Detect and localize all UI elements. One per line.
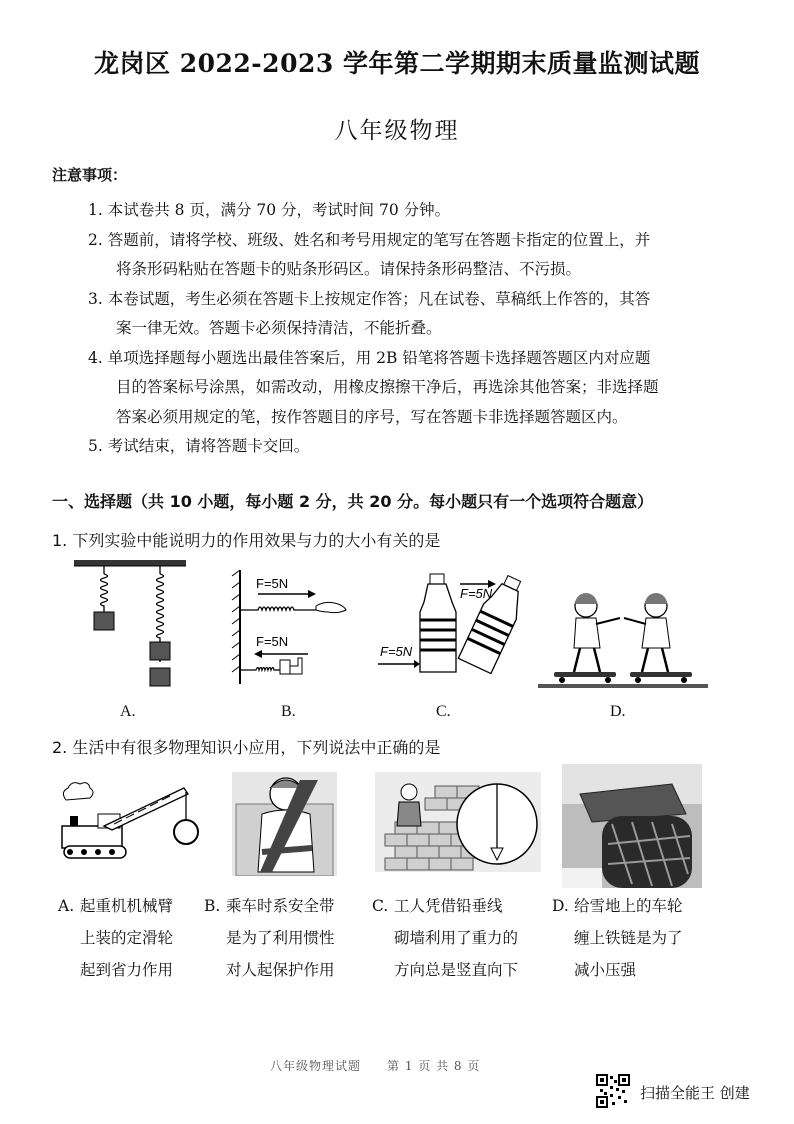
notice-item-4-cont2: 答案必须用规定的笔，按作答题目的序号，写在答题卡非选择题答题区内。 xyxy=(116,407,628,426)
crane-figure xyxy=(56,780,206,870)
notice-item-2: 2. 答题前，请将学校、班级、姓名和考号用规定的笔写在答题卡指定的位置上，并 xyxy=(88,230,651,249)
question-1-stem: 1. 下列实验中能说明力的作用效果与力的大小有关的是 xyxy=(52,531,441,550)
plumb-line-figure xyxy=(375,772,541,872)
notice-item-3: 3. 本卷试题，考生必须在答题卡上按规定作答；凡在试卷、草稿纸上作答的，其答 xyxy=(88,289,651,308)
force-label-c-bottom: F=5N xyxy=(380,644,413,659)
q2-option-b: B. 乘车时系安全带 是为了利用惯性 对人起保护作用 xyxy=(204,897,335,979)
notice-item-4: 4. 单项选择题每小题选出最佳答案后，用 2B 铅笔将答题卡选择题答题区内对应题 xyxy=(88,348,651,367)
seatbelt-figure xyxy=(232,772,337,876)
notice-item-2-cont: 将条形码粘贴在答题卡的贴条形码区。请保持条形码整洁、不污损。 xyxy=(116,260,582,278)
exam-subtitle: 八年级物理 xyxy=(334,118,460,144)
springs-weights-figure xyxy=(72,558,192,693)
section-title: 一、选择题（共 10 小题，每小题 2 分，共 20 分。每小题只有一个选项符合题意） xyxy=(52,492,654,511)
q1-option-d: D. xyxy=(610,703,626,720)
q1-option-a: A. xyxy=(120,703,136,720)
page-footer: 八年级物理试题 第 1 页 共 8 页 xyxy=(270,1059,481,1073)
force-label-b-bottom: F=5N xyxy=(256,634,289,649)
force-label-b-top: F=5N xyxy=(256,576,289,591)
q2-option-d: D. 给雪地上的车轮 缠上铁链是为了 减小压强 xyxy=(552,897,683,979)
q2-option-c: C. 工人凭借铅垂线 砌墙利用了重力的 方向总是竖直向下 xyxy=(372,897,519,979)
notice-heading: 注意事项： xyxy=(52,166,128,184)
notice-item-4-cont1: 目的答案标号涂黑，如需改动，用橡皮擦擦干净后，再选涂其他答案；非选择题 xyxy=(116,378,659,396)
scanner-watermark: 扫描全能王 创建 xyxy=(640,1084,750,1102)
tire-chain-figure xyxy=(562,764,702,888)
skateboarders-figure xyxy=(538,592,708,692)
q1-option-b: B. xyxy=(281,703,296,720)
notice-item-3-cont: 案一律无效。答题卡必须保持清洁，不能折叠。 xyxy=(116,319,442,337)
q2-option-a: A. 起重机机械臂 上装的定滑轮 起到省力作用 xyxy=(58,897,174,979)
notice-item-5: 5. 考试结束，请将答题卡交回。 xyxy=(88,437,310,455)
qr-code-icon xyxy=(596,1074,630,1108)
bottles-figure xyxy=(376,572,526,682)
exam-title: 龙岗区 2022-2023 学年第二学期期末质量监测试题 xyxy=(94,49,700,78)
question-2-stem: 2. 生活中有很多物理知识小应用，下列说法中正确的是 xyxy=(52,738,441,757)
notice-item-1: 1. 本试卷共 8 页，满分 70 分，考试时间 70 分钟。 xyxy=(88,201,451,219)
q1-option-c: C. xyxy=(436,703,451,720)
notice-list xyxy=(88,196,748,462)
wall-spring-figure xyxy=(228,562,358,692)
force-label-c-top: F=5N xyxy=(460,586,493,601)
